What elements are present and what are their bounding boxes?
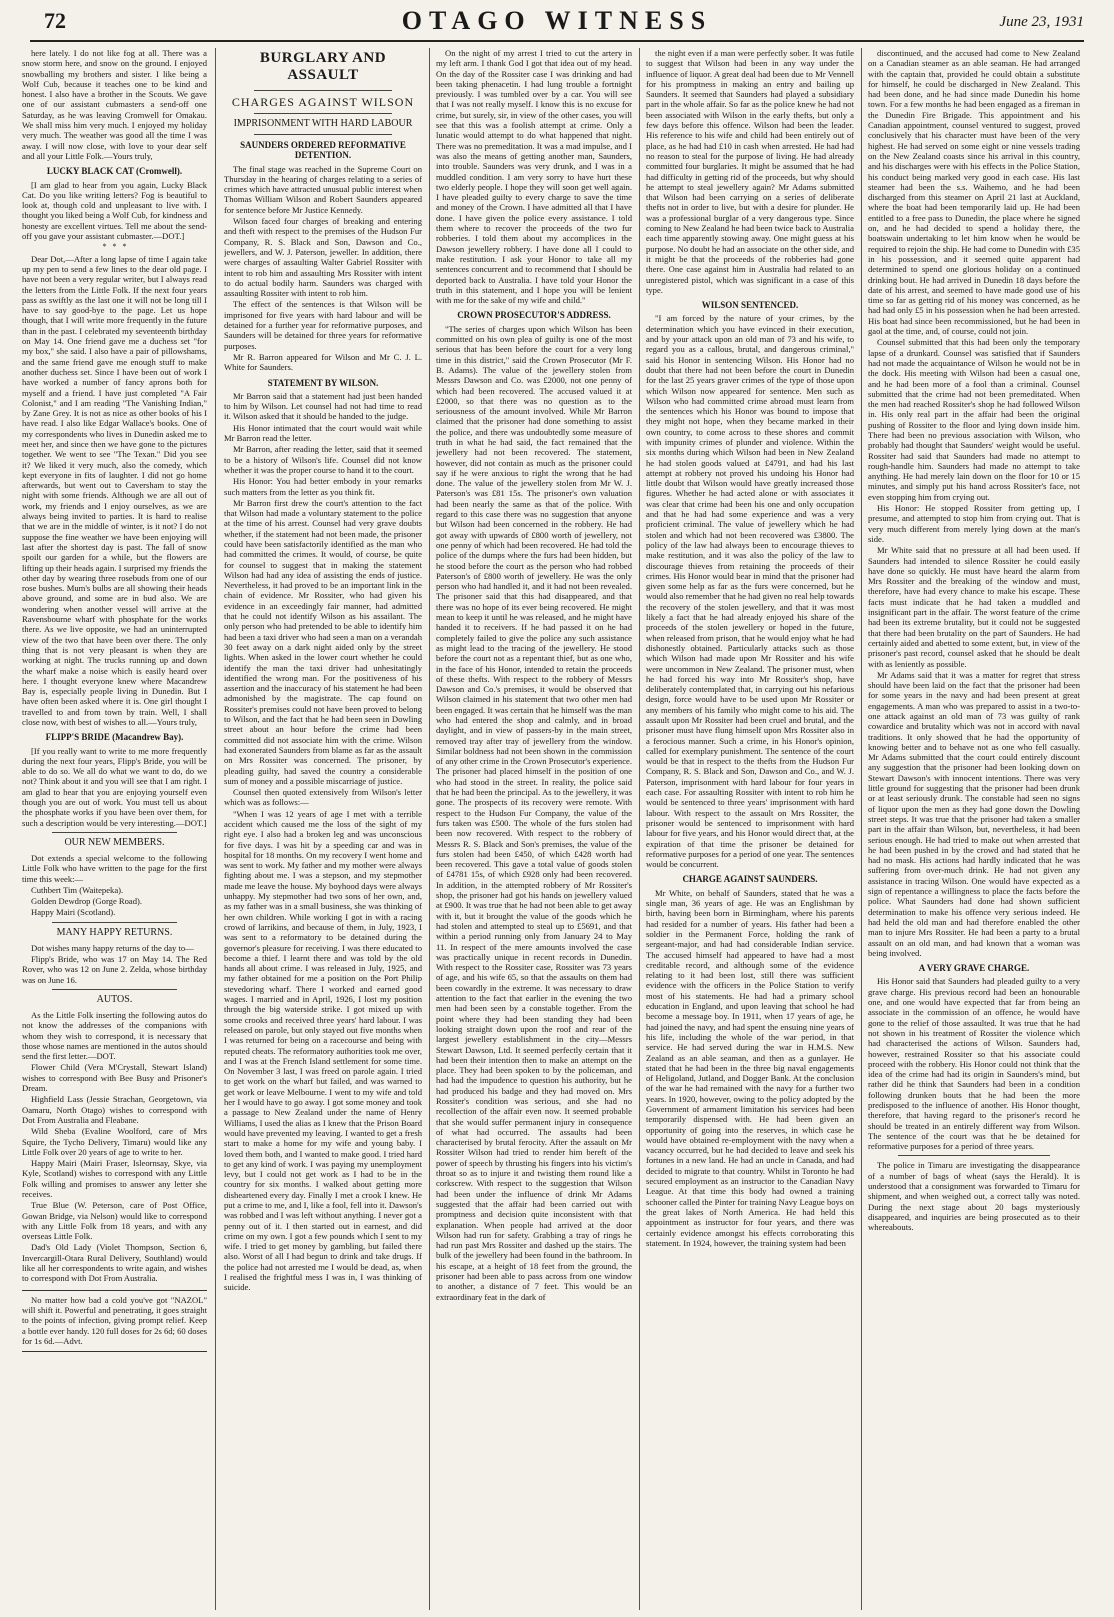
article-paragraph: Counsel submitted that this had been only the temporary lapse of a drunkard. Counsel was satisfied that if Saunders had not made the acquaintance of Wilson he would not be in the dock. His meeting with Wilson had been a casual one, and he had been more of a fool than a criminal. Counsel submitted that the crime had not been premeditated. When the men had reached Rossiter's shop he had followed Wilson in. His only real part in the affair had been the original pushing of Rossiter to the floor and lying down inside him. There had been no previous association with Wilson, who probably had thought that Saunders' weight would be useful. Rossiter had said that Saunders had made no attempt to rough-handle him. Saunders had made no attempt to take anything. He had merely lain down on the floor for 10 or 15 minutes, and simply put his hand across Rossiter's face, not even stopping him from crying out. (868, 337, 1080, 502)
column-article-3 (646, 48, 854, 1610)
returns-intro: Dot wishes many happy returns of the day to— (31, 942, 194, 953)
auto-entry: Dad's Old Lady (Violet Thompson, Section 6, Invercargill-Otara Rural Delivery, Southland) would like all her correspondents to write again, and wishes to correspond with Dot From Australia. (22, 1242, 207, 1284)
auto-entry: Highfield Lass (Jessie Strachan, Georgetown, via Oamaru, North Otago) wishes to correspond with Dot From Australia and Fleabane. (22, 1094, 207, 1125)
members-intro: Dot extends a special welcome to the following Little Folk who have written to the page for the first time this week:— (22, 852, 207, 884)
auto-entry: Wild Sheba (Evaline Woolford, care of Mrs Squire, the Tycho Delivery, Timaru) would like any Little Folk over 20 years of age to write to her. (22, 1126, 207, 1157)
article-paragraph: Mr Adams said that it was a matter for regret that stress should have been laid on the fact that the prisoner had been for some years in the navy and had been present at great engagements. A man who was prepared to assist in a two-to-one attack against an old man of 73 was guilty of rank cowardice and brutality which was not in accord with naval traditions. It only showed that he had the opportunity of knowing better and to behave not as one who fell casually. Mr Adams submitted that the court could entirely discount any suggestion that the prisoner had been looking down on Stewart Dawson's with innocent intentions. There was very little ground for suggesting that the prisoner had been drunk or at least seriously drunk. The constable had seen no signs of liquor upon the men as they had gone down the Dowling street steps. It was true that the prisoner had taken a smaller part in the affair than Wilson, but, nevertheless, it had been serious enough. He had tried to make out when arrested that he had been pushed in by the crowd and had stated that he had no mask. His actions had hardly indicated that he was suffering from over-much drink. He had not given any assistance in tracing Wilson. One would have expected as a sign of repentance a willingness to place the facts before the police. What Saunders had done had shown sufficient determination to make his offence very serious indeed. He had held the old man and had therefore enabled the other man to injure Mrs Rossiter. He had been a party to a brutal assault on an old man, and had known that a woman was being involved. (868, 669, 1080, 958)
article-paragraph: discontinued, and the accused had come to New Zealand on a Canadian steamer as an able seaman. He had arranged with the captain that, provided he could obtain a substitute for himself, he could be discharged in New Zealand. This had been done, and he had since made Dunedin his home town. For a few months he had been engaged as a fireman in the Dunedin Fire Brigade. This appointment and his Canadian appointment, counsel ventured to suggest, proved conclusively that his character must have been of the very highest. He had served on some eight or nine vessels trading on the New Zealand coasts since his arrival in this country, and his discharges were with his effects in the Police Station, his conduct being marked very good in each case. His last steamer had been the s.s. Waihemo, and he had been discharged from this steamer on April 21 last at Auckland, where the boat had been temporarily laid up. He had been entitled to a free pass to Dunedin, the place where he signed on, and he had decided to spend a holiday there, the boatswain undertaking to let him know when he would be required to rejoin the ship. He had come to Dunedin with £35 in his possession, and it seemed quite apparent had determined to spend one glorious holiday on a continued drinking bout. He had arrived in Dunedin 18 days before the date of his arrest, and seemed to have made good use of his time so far as getting rid of his money was concerned, as he had had only £5 in his possession when he had been arrested. His boat had since been recommissioned, but he had been in gaol at the time, and, of course, could not join. (868, 48, 1080, 337)
divider (52, 989, 177, 990)
letter-text: Dear Dot,—After a long lapse of time I again take up my pen to send a few lines to the dear old page. I have not been a very regular writer, but I always read the letters from the Little Folk. If the next four years pass as swiftly as the last one it will not be long till I have to say good-bye to the page. Let us hope though, that I will write more frequently in the future than in the past. I celebrated my seventeenth birthday on May 14. One friend gave me a duchess set "for my box," she said. I also have a pair of pillowshams, and the same friend gave me enough stuff to make another duchess set. Since I have been out of work I have worked a number of fancy aprons both for myself and a friend. I have just completed "A Fair Colonist," and I am reading "The Vanishing Indian," by Zane Grey. It is not as nice as other books of his I have read. I also like Edgar Wallace's books. One of my correspondents who lives in Dunedin asked me to meet her, and since then we have gone to the pictures together. We went to see "The Texan." Did you see it? We liked it very much, also the comedy, which kept everyone in fits of laughter. I did not go home afterwards, but went out to Caversham to stay the night with some friends. Although we are all out of work, my friends and I enjoy ourselves, as we are always being invited to parties. It is hard to realise that we are in the middle of winter, is it not? I do not suppose the fine weather we have been enjoying will last after the shortest day is past. The fall of snow spoilt our garden for a while, but the flowers are lifting up their heads again. I surprised my friends the other day by wearing three rosebuds from one of our rose bushes. Mum's bulbs are all showing their heads above ground, and some are in bud also. We are wondering when another vessel will arrive at the Ravensbourne wharf with phosphate for the works there. As we live opposite, we had an uninterrupted view of the two that have been over there. The only thing that is not very pleasant is when they are working at night. The trucks running up and down the wharf make a noise which is easily heard over here. I thought everyone knew where Macandrew Bay is, especially people living in Dunedin. But I have often been asked where it is. One girl thought I travelled to and from town by train. Well, I shall close now, with best of wishes to all.—Yours truly, (22, 253, 207, 727)
page-number: 72 (44, 8, 66, 33)
column-little-folk (22, 48, 207, 1610)
divider (898, 1155, 1050, 1156)
article-paragraph: Mr Barron said that a statement had just been handed to him by Wilson. Let counsel had not had time to read it. Wilson asked that it should be handed to the judge. (224, 390, 422, 422)
separator-stars: * * * (102, 242, 127, 252)
article-paragraph: Mr White said that no pressure at all had been used. If Saunders had intended to silence Rossiter he could easily have done so quickly. He must have heard the alarm from Mrs Rossiter and the breaking of the window and must, therefore, have had every chance to make his escape. These facts must indicate that he had taken a muddled and insignificant part in the affair. The worst feature of the crime had been its extreme brutality, but it could not be suggested that there had been brutality on the part of Saunders. He had certainly aided and abetted to some extent, but, in view of the prisoner's past record, counsel asked that he should be dealt with as leniently as possible. (868, 545, 1080, 669)
column-rule (639, 48, 640, 1610)
letter-signature: LUCKY BLACK CAT (Cromwell). (46, 166, 183, 177)
column-article-4 (868, 48, 1080, 1610)
article-deck: IMPRISONMENT WITH HARD LABOUR (233, 118, 413, 129)
auto-entry: Happy Mairi (Mairi Fraser, Isleornsay, Skye, via Kyle, Scotland) wishes to correspond with any Little Folk willing and promises to answer any letter she receives. (22, 1158, 207, 1199)
article-paragraph: Mr Barron first drew the court's attention to the fact that Wilson had made a voluntary statement to the police at the time of his arrest. Counsel had very grave doubts whether, if the statement had not been made, the prisoner could have been satisfactorily identified as the man who had committed the crimes. It would, of course, be quite for counsel to suggest that in making the statement Wilson had had any idea of assisting the ends of justice. Nevertheless, it had proved to be an important link in the chain of evidence. Mr Rossiter, who had given his evidence in an exceedingly fair manner, had admitted that he could not identify Wilson as his assailant. The only person who had pretended to be able to identify him had been a taxi driver who had seen a man on a verandah 30 feet away on a dark night aided only by the street lights. When asked in the lower court whether he could identify the man the taxi driver had unhesitatingly identified the wrong man. For the positiveness of his assertion and the inaccuracy of his statement he had been admonished by the magistrate. The cap found on Rossiter's premises could not have been proved to belong to Wilson, and the fact that he had been seen in Dowling street about an hour before the crime had been committed did not associate him with the crime. Wilson had exonerated Saunders from blame as far as the assault on Mrs Rossiter was concerned. The prisoner, by pleading guilty, had saved the country a considerable sum of money and a possible miscarriage of justice. (224, 497, 422, 786)
divider (254, 134, 392, 135)
section-heading-happy-returns: MANY HAPPY RETURNS. (56, 926, 173, 938)
article-paragraph: Mr Barron, after reading the letter, said that it seemed to be a history of Wilson's life. Counsel did not know whether it was the proper course to hand it to the court. (224, 444, 422, 475)
article-paragraph: The final stage was reached in the Supreme Court on Thursday in the hearing of charges relating to a series of crimes which have attracted unusual public interest when Thomas William Wilson and Robert Saunders appeared for sentence before Mr Justice Kennedy. (224, 163, 422, 215)
article-subheading: A VERY GRAVE CHARGE. (918, 963, 1030, 974)
article-paragraph: the night even if a man were perfectly sober. It was futile to suggest that Wilson had been in any way under the influence of liquor. A great deal had been due to Mr Vennell for his promptness in making an entry and bailing up Saunders. It seemed that Saunders had played a subsidiary part in the whole affair. So far as the police knew he had not been associated with Wilson in the early thefts, but only a few days before this offence. Wilson had been the leader. His reference to his wife and child had been entirely out of place, as he had had £10 in cash when arrested. He had had no reason to steal for the purpose of living. He had already committed four burglaries. It might be assumed that he had had difficulty in getting rid of the proceeds, but why should he attempt to steal jewellery again? Mr Adams submitted that Wilson had been carrying on a series of deliberate thefts not in order to live, but with a desire for plunder. He was a professional burglar of a very dangerous type. Since coming to New Zealand he had been twice back to Australia each time apparently stowing away. One might guess at his purpose. No doubt he had an associate on the other side, and it might be that the proceeds of the robberies had gone there. One case against him in Australia had related to an unregistered pistol, which was significant in a case of this type. (646, 48, 854, 295)
article-paragraph: His Honor said that Saunders had pleaded guilty to a very grave charge. His previous record had been an honourable one, and one would have expected that far from being an associate in the commission of an offence, he would have gone to the relief of those assaulted. It was true that he had not shown in his treatment of Rossiter the violence which had characterised the actions of Wilson. Saunders had, however, restrained Rossiter so that his associate could proceed with the robbery. His Honor could not think that the idea of the crime had had its origin in Saunders's mind, but rather did he think that Saunders had been in a condition following drunken bouts that he had been the more predisposed to the influence of another. His Honor thought, therefore, that having regard to the prisoner's record he should be treated in an entirely different way from Wilson. The sentence of the court was that he be detained for reformative purposes for a period of three years. (868, 976, 1080, 1152)
member-name: Happy Mairi (Scotland). (31, 907, 116, 918)
article-paragraph: Wilson faced four charges of breaking and entering and theft with respect to the premises of the Hudson Fur Company, R. S. Black and Son, Dawson and Co., jewellers, and W. J. Paterson, jeweller. In addition, there were charges of assaulting Walter Gabriel Rossiter with intent to rob him and assaulting Mrs Rossiter with intent to do actual bodily harm. Saunders was charged with assaulting Rossiter with intent to rob him. (224, 216, 422, 299)
news-brief: The police in Timaru are investigating the disappearance of a number of bags of wheat (says the Herald). It is understood that a consignment was forwarded to Timaru for shipment, and when weighed out, a correct tally was noted. During the next stage about 20 bags mysteriously disappeared, and inquiries are being prosecuted as to their whereabouts. (868, 1160, 1080, 1233)
member-name: Golden Dewdrop (Gorge Road). (31, 896, 143, 907)
article-paragraph: Mr R. Barron appeared for Wilson and Mr C. J. L. White for Saunders. (224, 351, 422, 373)
newspaper-title: OTAGO WITNESS (401, 6, 713, 35)
article-paragraph: Counsel then quoted extensively from Wilson's letter which was as follows:— (224, 787, 422, 808)
article-paragraph: The effect of the sentences is that Wilson will be imprisoned for five years with hard labour and will be detained for a further year for reformative purposes, and Saunders will be detained for three years for reformative purposes. (224, 299, 422, 351)
article-headline: BURGLARY AND ASSAULT (259, 50, 387, 83)
member-name: Cuthbert Tim (Waitepeka). (31, 884, 124, 895)
article-subheading: CROWN PROSECUTOR'S ADDRESS. (457, 310, 611, 321)
letter-text: here lately. I do not like fog at all. There was a snow storm here, and snow on the ground. I enjoyed snowballing my brothers and sister. I like being a Wolf Cub, because it teaches one to be kind and honest. I also have a brother in the Scouts. We gave one of our assistant cubmasters a send-off one Saturday, as he was leaving Cromwell for Omakau. We shall miss him very much. I enjoyed my holiday very much. The weather was good all the time I was away. I will now close, with love to your dear self and all your Little Folk.—Yours truly, (22, 48, 207, 161)
column-article-2 (436, 48, 632, 1610)
divider (52, 832, 177, 833)
advertisement (22, 1290, 207, 1352)
article-paragraph: Mr White, on behalf of Saunders, stated that he was a single man, 36 years of age. He was an Englishman by birth, having been born in Birmingham, where his parents had resided for a number of years. His father had been a soldier in the Permanent Force, holding the rank of sergeant-major, and had had considerable Indian service. The accused himself had appeared to have had a most creditable record, and although some of the evidence relating to it had been lost, still there was sufficient evidence with the officers in the Police Station to verify most of his statements. He had had a primary school education in England, and upon leaving that school he had become a message boy. In 1911, when 17 years of age, he had joined the navy, and had spent the ensuing nine years of his life, including the whole of the war period, in that service. He had served during the war in H.M.S. New Zealand as an able seaman, and then as a gunlayer. He stated that he had been in the three big naval engagements of Heligoland, Jutland, and Dogger Bank. At the conclusion of the war he had remained with the navy for a further two years. In 1920, however, owing to the policy adopted by the Government of armament limitation his services had been temporarily dispensed with. He had been given an opportunity of going into the reserves, in which case he would have obtained re-employment with the navy when a vacancy occurred, but he had decided to leave and seek his fortunes in a new land. He had an uncle in Canada, and had decided to migrate to that country. Whilst in Toronto he had secured employment as an instructor to the Canadian Navy League. At that time this body had owned a training schooner called the Pinter for training Navy League boys on the great lakes of North America. He had held this appointment as instructor for four years, and there was certainly evidence amongst his effects corroborating this statement. In 1924, however, the training system had been (646, 887, 854, 1248)
dot-reply: [I am glad to hear from you again, Lucky Black Cat. Do you like writing letters? Fog is beautiful to look at, though cold and unpleasant to live with. I thought you liked being a Wolf Cub, for kindness and honesty are excellent virtues. Tell me about the send-off you gave your assistant cubmaster.—DOT.] (22, 179, 207, 242)
issue-date: June 23, 1931 (999, 14, 1084, 30)
letter-signature: FLIPP'S BRIDE (Macandrew Bay). (45, 732, 184, 743)
dot-reply: [If you really want to write to me more frequently during the next four years, Flipp's Bride, you will be able to do so. We all do what we want to do, do we not? Think about it and you will see that I am right. I am glad to hear that you are enjoying yourself even though you are out of work. You must tell us about the phosphate works if you have been over them, for such a description would be very interesting.—DOT.] (22, 745, 207, 828)
section-heading-autos: AUTOS. (96, 993, 133, 1005)
article-deck: CHARGES AGAINST WILSON (231, 95, 415, 109)
auto-entry: True Blue (W. Peterson, care of Post Office, Gowan Bridge, via Nelson) would like to correspond with any Little Folk from 18 years, and with any overseas Little Folk. (22, 1200, 207, 1242)
masthead (30, 4, 1084, 42)
auto-entry: Flower Child (Vera M'Crystall, Stewart Island) wishes to correspond with Bee Busy and Prisoner's Dream. (22, 1062, 207, 1094)
column-rule (215, 48, 216, 1610)
article-paragraph: On the night of my arrest I tried to cut the artery in my left arm. I thank God I got that idea out of my head. On the day of the Rossiter case I was drinking and had been taking phenacetin. I had lung trouble a fortnight previously. I was tumbled over by a car. You will see that I was not really myself. I know this is no excuse for crime, but surely, sir, in view of the other cases, you will see that this was a foolish attempt at crime. Only a lunatic would attempt to do what happened that night. There was no premeditation. It was a mad impulse, and I was also the means of getting another man, Saunders, into trouble. Saunders was very drunk, and I was in a muddled condition. I am very sorry to have hurt these two elderly people. I hope they will soon get well again. I have pleaded guilty to every charge to save the time and money of the Crown. I have admitted all that I have done. I have given the police every assistance. I told them where to recover the proceeds of the two fur robberies. I told them about my accomplices in the Dawson jewellery robbery. I have done all I could to make restitution. I ask your Honor to take all my sentences concurrent and to recommend that I should be deported back to Australia. I have told your Honor the truth in this statement, and I hope you will be lenient with me for the sake of my wife and child." (436, 48, 632, 306)
divider (52, 922, 177, 923)
column-article-1 (224, 48, 422, 1610)
article-paragraph: His Honor intimated that the court would wait while Mr Barron read the letter. (224, 422, 422, 444)
column-rule (861, 48, 862, 1610)
returns-list: Flipp's Bride, who was 17 on May 14. The Red Rover, who was 12 on June 2. Zelda, whose birthday was on June 16. (22, 954, 207, 985)
article-deck: SAUNDERS ORDERED REFORMATIVE DETENTION. (240, 140, 406, 161)
autos-intro: As the Little Folk inserting the following autos do not know the addresses of the companions with whom they wish to correspond, it is necessary that those whose names are mentioned in the autos should send the first letter.—DOT. (22, 1009, 207, 1062)
ad-text: No matter how bad a cold you've got "NAZOL" will shift it. Powerful and penetrating, it goes straight to the points of infection, giving prompt relief. Keep a bottle ever handy. 120 full doses for 2s 6d; 60 doses for 1s 6d.—Advt. (22, 1294, 207, 1346)
article-paragraph: His Honor: You had better embody in your remarks such matters from the letter as you think fit. (224, 476, 422, 497)
column-rule (429, 48, 430, 1610)
divider (254, 113, 392, 114)
article-paragraph: "The series of charges upon which Wilson has been committed on his own plea of guilty is one of the most serious that has been before the court for a very long time in this district," said the Crown Prosecutor (Mr F. B. Adams). The value of the jewellery stolen from Messrs Dawson and Co. was £2000, not one penny of which had been recovered. The accused valued it at £2000, so that there was no question as to the seriousness of the amount involved. While Mr Barron claimed that the prisoner had done something to assist the police, and there was undoubtedly some measure of truth in what he had said, the fact remained that the jewellery had not been recovered. The statement, however, did not contain as much as the prisoner could say if he were anxious to right the wrong that he had done. The value of the jewellery stolen from Mr W. J. Paterson's was £81 15s. The prisoner's own valuation had been nearly the same as that of the police. With regard to this case there was no suggestion that anyone but Wilson had been concerned in the robbery. He had got away with upwards of £800 worth of jewellery, not one penny of which had been recovered. He had told the police of the dumps where the furs had been hidden, but he stood before the court as the person who had robbed Paterson's of £800 worth of jewellery. He was the only person who had handled it, and it had not been revealed. The prisoner said that this had disappeared, and that there was no hope of its ever being recovered. He might mean to keep it until he was released, and he might have handed it to receivers. If he had passed it on he had completely failed to give the police any such assistance as might lead to the tracing of the jewellery. He stood before the court not as a repentant thief, but as one who, in the face of his Honor, intended to retain the proceeds of these thefts. With respect to the robbery of Messrs Dawson and Co.'s premises, it would be observed that Wilson claimed in his statement that two other men had been engaged. It was certain that he himself was the man who had entered the shop and calmly, and in broad daylight, and in view of passers-by in the main street, removed tray after tray of jewellery from the window. Similar boldness had not been shown in the commission of any other crime in the Crown Prosecutor's experience. The prisoner had placed himself in the position of one who had stood in the street. In reality, the police said that he had been the principal. As to the jewellery, it was gone. The prospects of its recovery were remote. With respect to the Hudson Fur Company, the value of the furs taken was £500. The whole of the furs stolen had been now recovered. With respect to the robbery of Messrs R. S. Black and Son's premises, the value of the furs stolen had been £450, of which £428 worth had been recovered. This gave a total value of goods stolen of £4781 15s, of which £928 only had been recovered. In addition, in the attempted robbery of Mr Rossiter's shop, the prisoner had got his hands on jewellery valued at £900. It was true that he had not been able to get away with it, but it brought the value of the goods which he had stolen and attempted to steal up to £5691, and that within a period running only from January 24 to May 11. In respect of the mere amounts involved the case was practically unique in recent records in Dunedin. With respect to the Rossiter case, Rossiter was 73 years of age, and his wife 65, so that the assaults on them had been cowardly in the extreme. It was necessary to draw attention to the fact that earlier in the evening the two men had been seen by a constable together. From the point where they had been standing they had been looking straight down upon the roof and rear of the largest jewellery establishment in the city—Messrs Stewart Dawson, Ltd. It seemed perfectly certain that it had been their intention then to make an attempt on the place. They had been spoken to by the policeman, and had had the impudence to question his authority, but he had produced his badge and they had moved on. Mrs Rossiter's condition was serious, and she had no recollection of the affair even now. It seemed probable that she would suffer permanent injury in consequence of what had occurred. The assaults had been characterised by brutal ferocity. After the assault on Mr Rossiter Wilson had tried to render him bereft of the power of speech by thrusting his fingers into his victim's throat so as to injure it and twisting them round like a corkscrew. With respect to the suggestion that Wilson had been under the influence of drink Mr Adams suggested that the affair had been carried out with promptness and decision quite inconsistent with that explanation. When people had arrived at the door Wilson had run for safety. Grabbing a tray of rings he had run past Mrs Rossiter and dashed up the stairs. The bulk of the jewellery had been found in the bathroom. In his escape, at a height of 18 feet from the ground, the prisoner had been able to pass across from one window to another, a distance of 7 feet. This would be an extraordinary feat in the dark of (436, 323, 632, 1302)
divider (254, 90, 392, 91)
article-paragraph: "I am forced by the nature of your crimes, by the determination which you have evinced in their execution, and by your attack upon an old man of 73 and his wife, to regard you as a callous, brutal, and dangerous criminal," said his Honor in sentencing Wilson. His Honor had no doubt that there had not been before the court in Dunedin for the last 25 years graver crimes of the type of those upon which Wilson now appeared for sentence. Men such as Wilson who had committed crime abroad must learn from the sentences which his Honor was bound to impose that they might not hope, when they became marked in their own country, to come across to these shores and commit with impunity crimes of plunder and violence. Within the six months during which Wilson had been in New Zealand he had stolen goods valued at £4791, and had his last attempt at robbery not proved his undoing his Honor had little doubt that Wilson would have greatly increased those figures. Whether he had acted alone or with associates it was clear that crime had been his one and only occupation and that he had had some experience and was a very proficient criminal. The value of jewellery which he had stolen and which had not been recovered was £3800. The policy of the law had always been to encourage thieves to make restitution, and it was also the policy of the law to discourage thieves from retaining the proceeds of their crimes. His Honor would bear in mind that the prisoner had given some help as far as the furs were concerned, but he would also remember that he had given no real help towards the recovery of the stolen jewellery, and that it was most likely a fact that he had already enjoyed his share of the proceeds of the stolen jewellery or hoped in the future, when released from prison, that he would enjoy what he had dishonestly obtained. Particularly attacks such as those which Wilson had made upon Mr Rossiter and his wife were uncommon in New Zealand. The prisoner must, when he had forced his way into Mr Rossiter's shop, have deliberately contemplated that, in carrying out his nefarious design, force would have to be used upon Mr Rossiter or any members of his family who might come to his aid. The assault upon Mr Rossiter had been cruel and brutal, and the prisoner must have flung himself upon Mrs Rossiter also in a ferocious manner. Such a crime, in his Honor's opinion, called for exemplary punishment. The sentence of the court would be that in respect to the thefts from the Hudson Fur Company, R. S. Black and Son, Dawson and Co., and W. J. Paterson, imprisonment with hard labour for four years in each case. For assaulting Rossiter with intent to rob him he would be sentenced to three years' imprisonment with hard labour. With respect to the assault on Mrs Rossiter, the prisoner would be sentenced to imprisonment with hard labour for five years, and his Honor would direct that, at the expiration of that time the prisoner be detained for reformative purposes for a period of one year. The sentences would be concurrent. (646, 313, 854, 870)
article-subheading: CHARGE AGAINST SAUNDERS. (682, 874, 818, 885)
article-subheading: WILSON SENTENCED. (701, 300, 799, 311)
article-paragraph: "When I was 12 years of age I met with a terrible accident which caused me the loss of the sight of my right eye. I also had a broken leg and was unconscious for five days. I was hit by a speeding car and was in hospital for 18 months. On my recovery I went home and was sent to work. My father and my mother were always fighting about me. I was a stepson, and my stepmother made me leave the house. My boyhood days were always unhappy. My stepmother had two sons of her own, and, as my father was in a small business, she was thinking of her own children. While working I got in with a racing crowd of larrikins, and because of them, in July, 1923, I was sent to a reformatory to be detained during the governor's pleasure for receiving. I was there educated to become a thief. I learnt there and was told by the old hands all about crime. I was released in July, 1925, and my father obtained for me a position on the Port Philip stevedoring wharf. There I worked and earned good wages. I married and in April, 1926, I lost my position through the big waterside strike. I got mixed up with some crooks and received three years' hard labour. I was released on parole, but only stayed out five months when I was returned for being on a racecourse and being with reputed cheats. The reformatory authorities took me over, and I was at the French Island settlement for some time. On November 3 last, I was freed on parole again. I tried to get work on the wharf but failed, and was warned to get work or leave Melbourne. I went to my wife and told her I would have to go away. I got some money and took a passage to New Zealand under the name of Henry Williams, I used the alias as I knew that the Prison Board would have prevented my leaving. I wanted to get a fresh start to make a home for my wife and young baby. I loved them both, and I wanted to make good. I tried hard to get any kind of work. I was paying my unemployment levy, but I could not get work as I had to be in the country for six months. I walked about getting more disheartened every day. Finally I met a crook I knew. He put a crime to me, and I, like a fool, fell into it. Dawson's was robbed and I was left without anything. I never got a penny out of it. I then started out in earnest, and did crime on my own. I got a few pounds which I sent to my wife. I tried to get money by gambling, but failed there also. Worst of all I had begun to drink and take drugs. If the police had not arrested me I would be dead, as, when I realised the frightful mess I was in, I was thinking of suicide. (224, 808, 422, 1293)
article-paragraph: His Honor: He stopped Rossiter from getting up, I presume, and attempted to stop him from crying out. That is very much different from merely lying down at the man's side. (868, 503, 1080, 544)
article-subheading: STATEMENT BY WILSON. (267, 377, 379, 388)
section-heading-new-members: OUR NEW MEMBERS. (64, 836, 165, 848)
